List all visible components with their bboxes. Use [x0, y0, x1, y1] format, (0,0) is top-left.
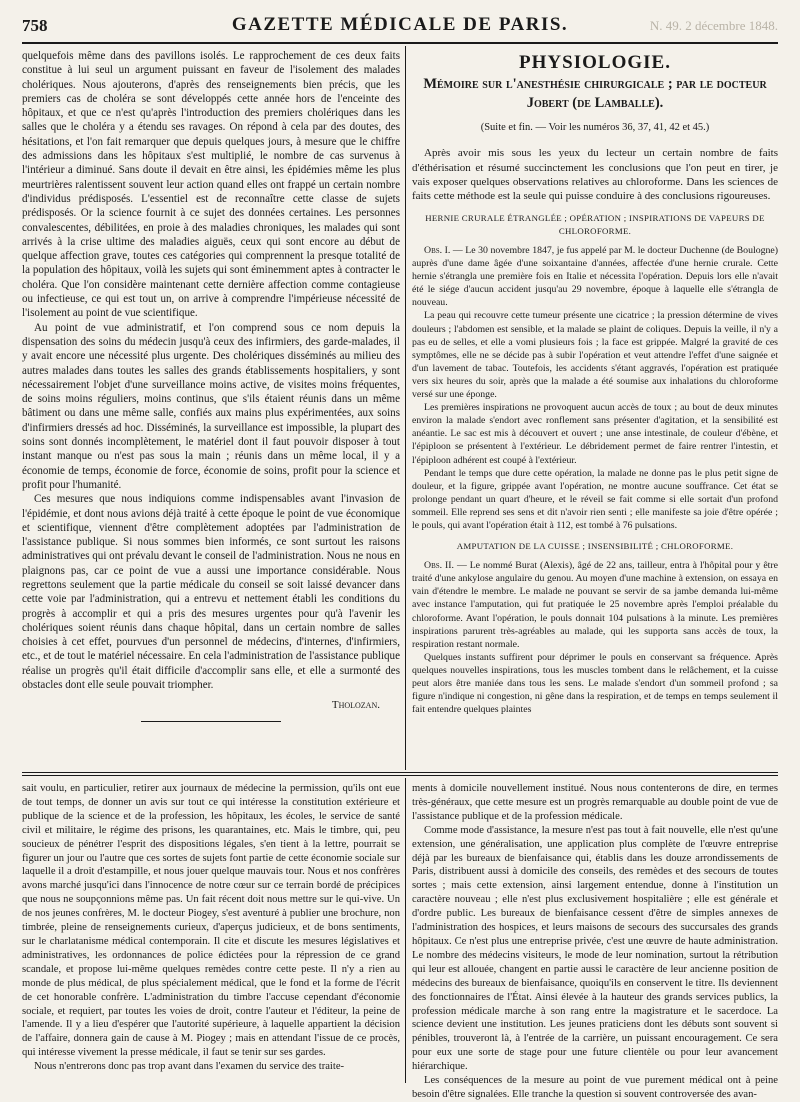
paragraph: Les premières inspirations ne provoquent aucun accès de toux ; au bout de deux minutes environ la malade s'endort avec ronflement sans présenter d'agitation, et la sensibilité est anéantie. Le sac est mis à découvert et ouvert ; une anse intestinale, de couleur d'ébène, et l'épiploon se présentent à l'extérieur. Le débridement permet de faire rentrer l'intestin, et l'épiploon adhérent est coupé à l'extérieur. [412, 402, 778, 466]
header-rule [22, 42, 778, 44]
column-divider-top [405, 46, 406, 770]
paragraph: La peau qui recouvre cette tumeur présente une cicatrice ; la pression détermine de vives douleurs ; l'abdomen est sensible, et la malade se plaint de coliques. Depuis la veille, il n'y a pas eu de selles, et elle a vomi plusieurs fois ; la face est grippée. Malgré la gravité de ces symptômes, elle ne se décide pas à subir l'opération et veut attendre l'effet d'une saignée et d'un lavement de tabac. Toutefois, les accidents s'étant aggravés, l'opération est pratiquée vers six heures du soir, après que la malade a été soumise aux inhalations du chloroforme versé sur une éponge. [412, 310, 778, 401]
top-left-column [22, 49, 400, 722]
paragraph: quelquefois même dans des pavillons isolés. Le rapprochement de ces deux faits constitue à lui seul un argument puissant en faveur de l'isolement des malades cholériques. Nous ajouterons, d'après des renseignements bien précis, que les premiers cas de choléra se sont développés cette année hors de l'enceinte des hôpitaux, et que ce n'est qu'après l'introduction des premiers cholériques dans les salles que le choléra y a étendu ses ravages. On répond à cela par des doutes, des hésitations, et l'on fait remarquer que depuis quelques jours, à mesure que le chiffre des admissions dans les hôpitaux s'est multiplié, le nombre de cas survenus à l'intérieur a diminué. Sans doute il devait en être ainsi, les épidémies même les plus meurtrières ralentissent souvent leur action quand elles ont frappé un certain nombre d'individus prédisposés. L'essentiel est de reconnaître cette classe de sujets prédisposés. Or la science fournit à ce sujet des données certaines. Les personnes convalescentes, débilitées, en proie à des maladies chroniques, les malades qui sont arrivés à la crise ultime des maladies aiguës, ceux qui sont encore au début de quelque affection grave, toutes ces catégories qui comprennent la presque totalité de la population des hôpitaux, voilà les sujets qui sont éminemment aptes à contracter le choléra. Que l'on considère maintenant cette dernière affection comme contagieuse ou infectieuse, ce qui est tout un, on arrive à comprendre l'impérieuse nécessité de l'isolement au point de vue scientifique. [22, 50, 400, 320]
page-number: 758 [22, 16, 48, 35]
paragraph: Quelques instants suffirent pour déprimer le pouls en conservant sa fréquence. Après quelques nouvelles inspirations, tous les muscles tombent dans le relâchement, et la cuisse peut alors être maniée dans tous les sens. Le malade s'endort d'un sommeil profond ; sa figure n'indique ni congestion, ni gêne dans la respiration, et de temps en temps seulement il fait entendre quelques plaintes [412, 651, 778, 716]
paragraph: Les conséquences de la mesure au point de vue purement médical ont à peine besoin d'être signalées. Elle tranche la question si souvent controversée des avan- [412, 1075, 778, 1100]
paragraph: Comme mode d'assistance, la mesure n'est pas tout à fait nouvelle, elle n'est qu'une extension, une généralisation, une application plus complète de l'œuvre entreprise déjà par les bureaux de bienfaisance qui, établis dans les douze arrondissements de Paris, distribuent aussi à domicile des conseils, des remèdes et des secours de toutes sortes ; mais cette extension, ainsi largement entendue, donne à l'institution un caractère nouveau ; elle n'est plus exclusivement hospitalière ; elle est générale et d'ordre public. Les bureaux de bienfaisance cessent d'être de simples annexes de l'administration des hospices, et leurs maisons de secours des succursales des grands hôpitaux. Ce n'est plus une entreprise privée, c'est une œuvre de haute administration. Le nombre des médecins visiteurs, le mode de leur nomination, surtout la rétribution qui leur est allouée, changent en partie aussi le caractère de leur ancienne position de médecins des bureaux de bienfaisance, quoiqu'ils en conservent le titre. Ils deviennent des fonctionnaires de l'État. Ainsi élevée à la hauteur des grands services publics, la profession médicale marche à son rang entre la magistrature et le sacerdoce. La science devient une institution. Les jeunes praticiens dont les débuts sont souvent si pénibles, trouveront là, à l'entrée de la carrière, un puissant encouragement. Ce sera pour eux une sorte de stage pour une future clientèle ou pour leur avancement hiérarchique. [412, 824, 778, 1073]
column-divider-bottom [405, 778, 406, 1083]
observation-text: — Le 30 novembre 1847, je fus appelé par M. le docteur Duchenne (de Boulogne) auprès d'une dame âgée d'une soixantaine d'années, affectée d'une hernie crurale. Cette hernie s'étrangla une première fois en Italie et nécessita l'opération. Depuis lors elle n'avait été le siége d'aucun accident jusqu'au 29 novembre, époque à laquelle elle s'étrangla de nouveau. [412, 245, 779, 309]
paragraph: Au point de vue administratif, et l'on comprend sous ce nom depuis la dispensation des soins du médecin jusqu'à ceux des infirmiers, des garde-malades, il y avait encore une nécessité plus urgente. Des cholériques disséminés au milieu des autres malades dans toutes les salles des grands établissements hospitaliers, y sont nécessairement l'objet d'une surveillance moins active, de visites moins fréquentes, de soins moins réguliers, moins continus, que s'ils étaient réunis dans un même bâtiment ou dans une même salle, confiés aux mains plus expérimentées, aux soins d'infirmiers dressés ad hoc. Disséminés, la surveillance est impossible, la plupart des soins sont donnés incomplètement, le matériel dont il faut pouvoir disposer à tout instant manque ou n'est pas sous la main ; réunis dans un même local, il y a économie de temps, économie de force, économie de soins, profit pour la science et profit pour l'humanité. [22, 321, 400, 491]
paragraph: ments à domicile nouvellement institué. Nous nous contenterons de dire, en termes très-généraux, que cette mesure est un progrès remarquable au double point de vue de l'assistance publique et de la profession médicale. [412, 783, 778, 822]
paragraph: Ces mesures que nous indiquions comme indispensables avant l'invasion de l'épidémie, et dont nous avions déjà traité à cette époque le point de vue économique et scientifique, viennent d'être complètement adoptées par l'administration de l'assistance publique. Si nous sommes bien informés, ce sont surtout les raisons administratives qui ont prévalu devant le conseil de l'administration. Nous ne nous en plaignons pas, car ce point de vue a aussi une importance considérable. Nous regrettons seulement que la partie médicale du conseil se soit laissé devancer dans cette voie par l'administration, qui a entrevu et nettement établi les conditions du progrès à accomplir et qui a pris des mesures urgentes pour qu'à l'avenir les cholériques soient réunis dans chaque hôpital, dans un certain nombre de salles choisies à cet effet, pourvues d'un personnel de médecins, d'internes, d'infirmiers, etc., et de tout le matériel nécessaire. En cela l'administration de l'assistance publique réalise un progrès qu'il était difficile d'accomplir sans elle, et elle a surmonté des obstacles dont elle seule pouvait triompher. [22, 493, 400, 692]
intro-paragraph: Après avoir mis sous les yeux du lecteur un certain nombre de faits d'éthérisation et résumé succinctement les conclusions que l'on peut en tirer, je vais exposer quelques observations relatives au chloroforme. Dans les sciences de faits cette méthode est la seule qui puisse conduire à des conclusions rigoureuses. [412, 147, 778, 203]
case-subheading: AMPUTATION DE LA CUISSE ; INSENSIBILITÉ ; CHLOROFORME. [456, 541, 734, 552]
memoir-title: Mémoire sur l'anesthésie chirurgicale ; par le docteur Jobert (de Lamballe). [423, 76, 767, 112]
section-rule-2 [22, 775, 778, 776]
section-rule [22, 772, 778, 773]
section-title: PHYSIOLOGIE. [519, 52, 671, 73]
paragraph: Pendant le temps que dure cette opération, la malade ne donne pas le plus petit signe de douleur, et la figure, grippée avant l'opération, ne montre aucune souffrance. Cet état se prolonge pendant un quart d'heure, et le réveil se fait comme si elle sortait d'un profond sommeil. Elle reprend ses sens et dit n'avoir rien senti ; elle manifeste sa joie d'être opérée ; le pouls, qui avant l'opération était à 112, est tombé à 76 pulsations. [412, 467, 778, 531]
author-signature: Tholozan. [331, 699, 380, 712]
observation-label: Obs. I. [424, 245, 451, 256]
page-header [22, 14, 778, 40]
paragraph: sait voulu, en particulier, retirer aux journaux de médecine la permission, qu'ils ont eue de tout temps, de donner un avis sur tout ce qui intéresse la constitution extérieure et publique de la science et de la profession, les hôpitaux, les écoles, le service de santé civil et militaire, le régime des prisons, les quarantaines, etc. Mais le timbre, qui, peu soucieux de pénétrer l'esprit des dispositions légales, s'en tient à la lettre, pourrait se figurer un jour ou l'autre que ces sortes de sujets font partie de cette économie sociale sur laquelle il a droit d'estampille, et nous jouer quelque mauvais tour. Nous et nos confrères avons marché jusqu'ici dans l'innocence de notre cœur sur ce terrain bordé de précipices que nous ne soupçonnions même pas. Un fait récent doit nous mettre sur le qui-vive. Un de nos jeunes confrères, M. le docteur Piogey, s'est aventuré à publier une brochure, non timbrée, pleine de renseignements curieux, d'aperçus judicieux, et de bons sentiments, sur le charlatanisme médical contemporain. Il cite et discute les mesures législatives et administratives, les ordonnances de police édictées pour la répression de ce grand scandale, et propose lui-même quelques remèdes contre cette peste. Il n'y a rien au monde de plus médical, de plus spécialement médical, que le fond et la forme de l'écrit de cet honorable confrère. L'administration du timbre l'accuse cependant d'économie sociale, et requiert, par toutes les voies de droit, contre l'auteur et l'éditeur, la peine de l'amende. Il y a lieu d'espérer que l'autorité supérieure, à laquelle appartient la décision de l'affaire, donnera gain de cause à M. Piogey ; mais en attendant l'issue de ce procès, qui intéresse vivement la presse médicale, il faut se tenir sur ses gardes. [22, 783, 400, 1059]
running-title: GAZETTE MÉDICALE DE PARIS. [231, 14, 569, 35]
bottom-left-column [22, 782, 400, 1074]
observation-label: Obs. II. [424, 560, 455, 572]
header-faint-text: N. 49. 2 décembre 1848. [649, 18, 778, 33]
article-end-rule [141, 721, 281, 722]
bottom-right-column [412, 782, 778, 1102]
top-right-column [412, 52, 779, 716]
continuation-note: (Suite et fin. — Voir les numéros 36, 37, 41, 42 et 45.) [480, 122, 710, 134]
case-subheading: HERNIE CRURALE ÉTRANGLÉE ; OPÉRATION ; INSPIRATIONS DE VAPEURS DE CHLOROFORME. [425, 212, 765, 236]
paragraph: Nous n'entrerons donc pas trop avant dans l'examen du service des traite- [34, 1061, 345, 1073]
observation-text: — Le nommé Burat (Alexis), âgé de 22 ans, tailleur, entra à l'hôpital pour y être traité d'une ankylose angulaire du genou. Au moyen d'une machine à extension, on essaya en vain d'étendre le membre. Le malade ne pouvant se servir de sa jambe demanda lui-même avec instance l'amputation, qui fut pratiquée le 25 novembre après l'emploi préalable du chloroforme. Avant l'opération, le pouls donnait 104 pulsations à la minute. Les premières inspirations parurent très-agréables au malade, qui les supporta sans accès de toux, la respiration restant normale. [412, 560, 778, 650]
